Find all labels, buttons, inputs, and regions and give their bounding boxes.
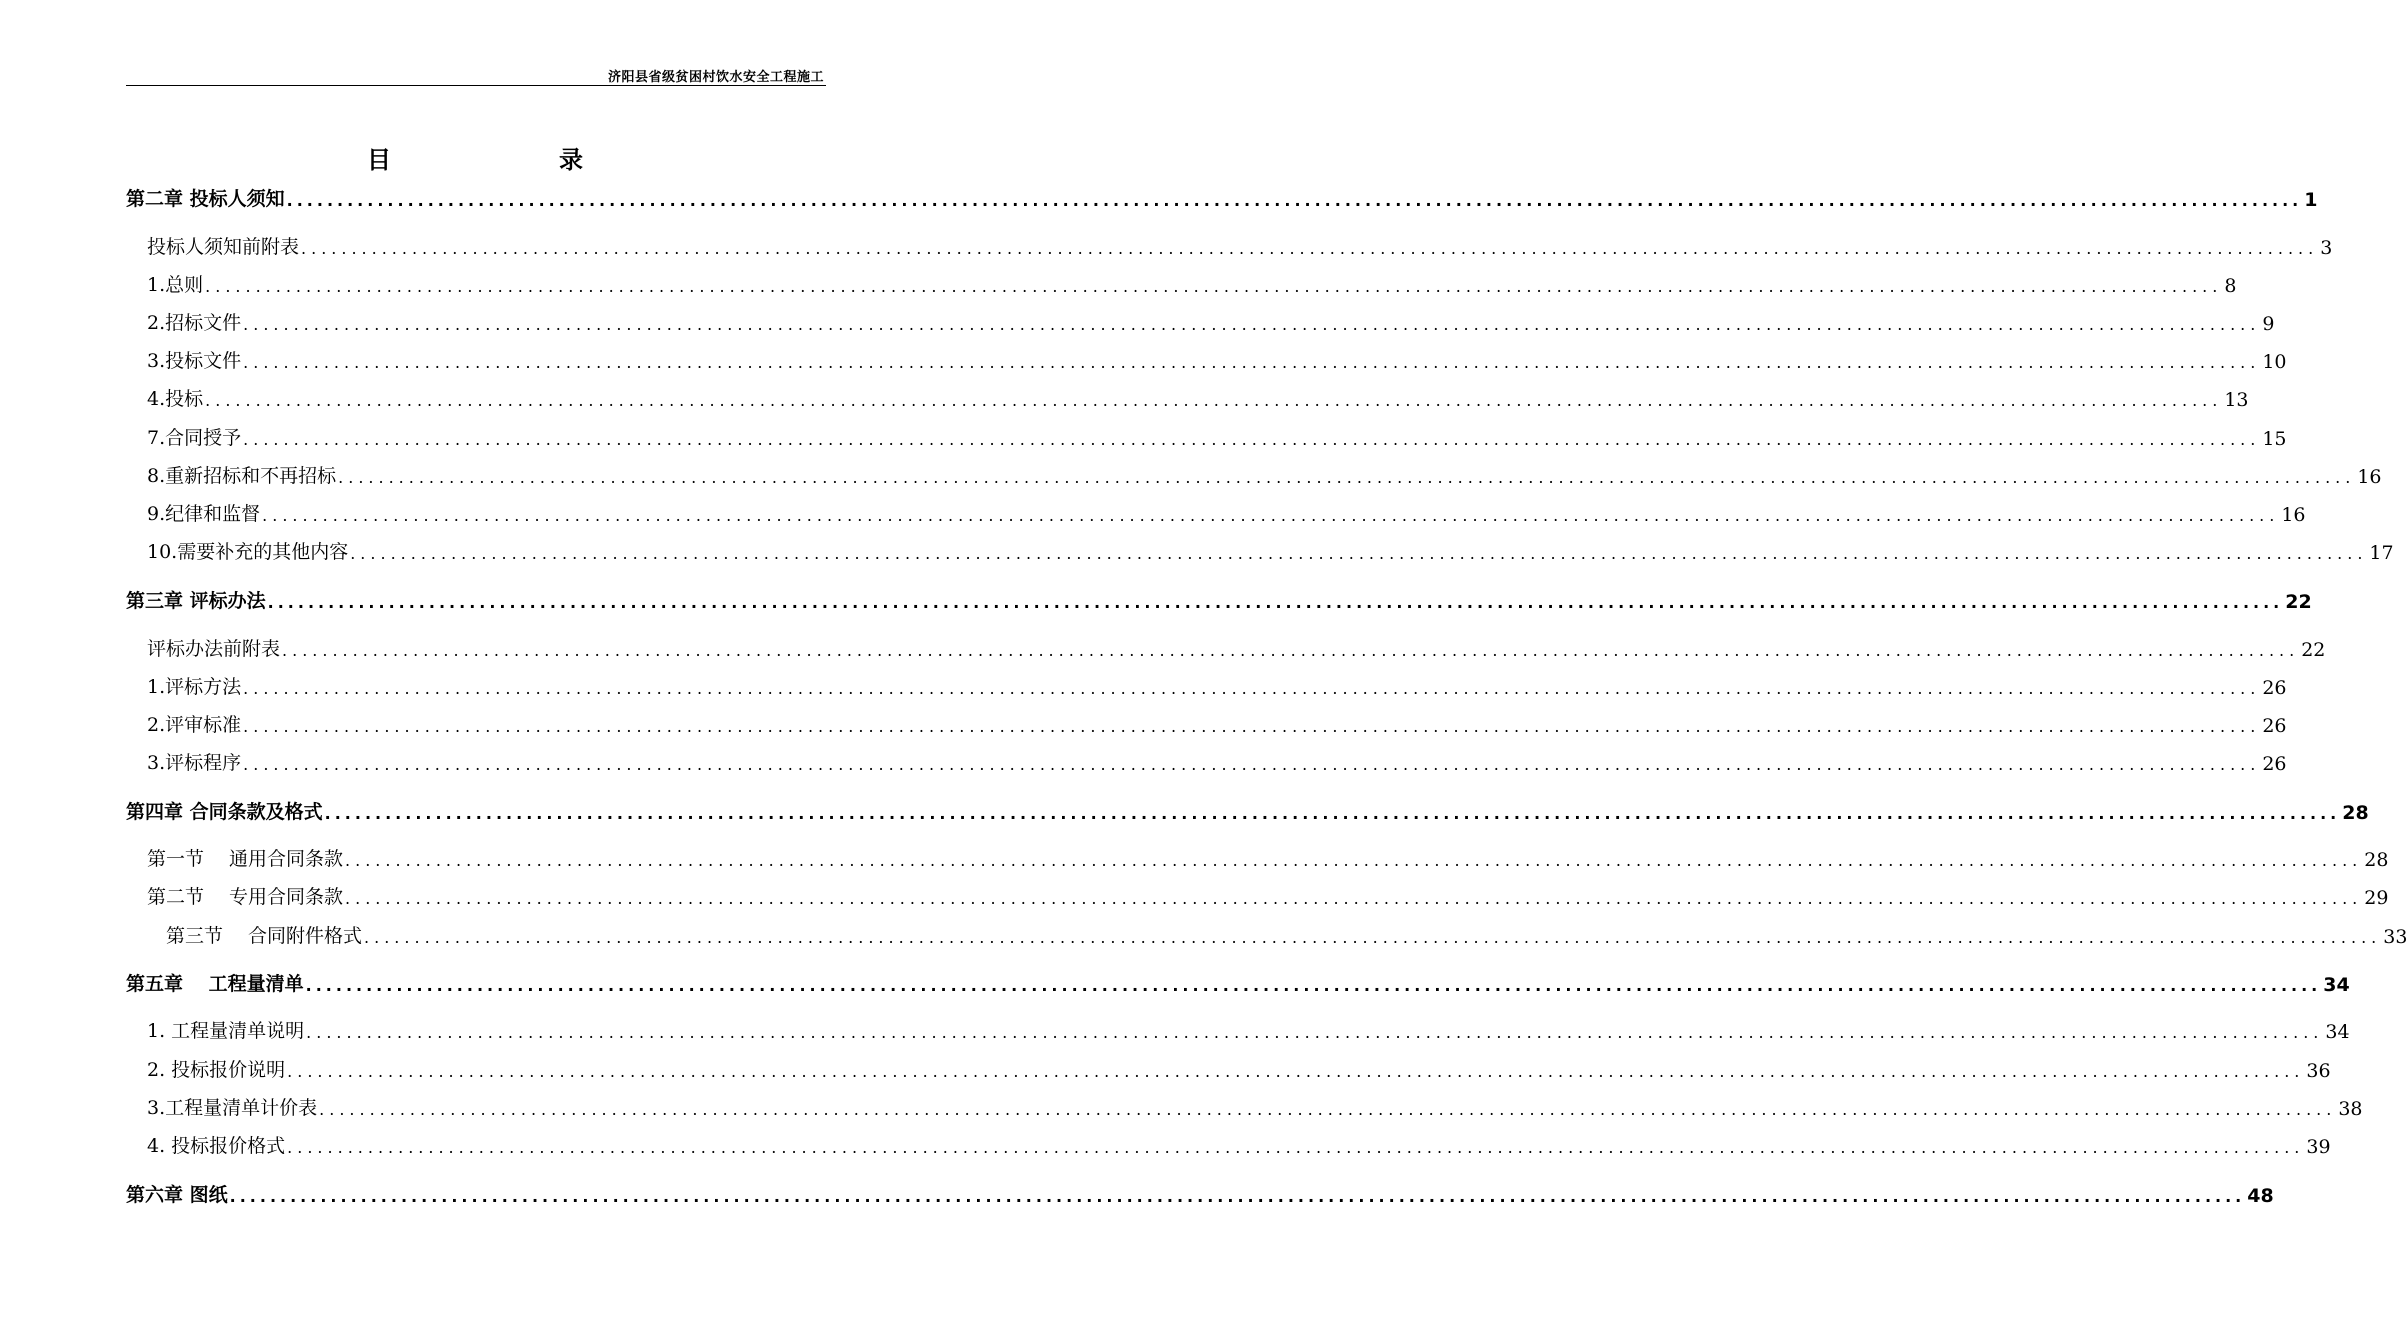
dot-leader: ........................................................................................................................................................................................................ xyxy=(243,315,2261,334)
toc-page-number: 1 xyxy=(2304,189,2318,211)
toc-section-entry[interactable] xyxy=(147,420,2287,450)
dot-leader: ........................................................................................................................................................................................................ xyxy=(301,239,2319,258)
dot-leader: ........................................................................................................................................................................................................ xyxy=(205,277,2223,296)
toc-chapter-entry[interactable] xyxy=(126,181,2318,211)
dot-leader: ........................................................................................................................................................................................................ xyxy=(243,679,2261,698)
toc-entry-label: 第二章 投标人须知 xyxy=(126,188,285,210)
toc-page-number: 15 xyxy=(2262,428,2287,450)
dot-leader: ........................................................................................................................................................................................................ xyxy=(243,430,2261,449)
dot-leader: ........................................................................................................................................................................................................ xyxy=(324,804,2341,823)
dot-leader: ........................................................................................................................................................................................................ xyxy=(338,468,2356,487)
toc-page-number: 17 xyxy=(2369,542,2394,564)
dot-leader: ........................................................................................................................................................................................................ xyxy=(345,851,2363,870)
toc-entry-label: 2. 投标报价说明 xyxy=(147,1059,286,1081)
toc-entry-label: 4. 投标报价格式 xyxy=(147,1135,286,1157)
toc-section-entry[interactable] xyxy=(166,918,2407,948)
toc-page-number: 3 xyxy=(2320,237,2333,259)
toc-entry-label: 1.总则 xyxy=(147,274,204,296)
toc-page-number: 16 xyxy=(2357,466,2382,488)
toc-page-number: 38 xyxy=(2338,1098,2363,1120)
toc-entry-label: 7.合同授予 xyxy=(147,427,242,449)
toc-page-number: 28 xyxy=(2364,849,2389,871)
toc-entry-label: 第六章 图纸 xyxy=(126,1184,228,1206)
toc-section-entry[interactable] xyxy=(147,669,2287,699)
toc-section-entry[interactable] xyxy=(147,707,2287,737)
dot-leader: ........................................................................................................................................................................................................ xyxy=(345,889,2363,908)
toc-section-entry[interactable] xyxy=(147,631,2326,661)
toc-page-number: 22 xyxy=(2301,639,2326,661)
toc-entry-label: 第三节 合同附件格式 xyxy=(166,925,363,947)
toc-entry-label: 评标办法前附表 xyxy=(147,638,281,660)
toc-page-number: 10 xyxy=(2262,351,2287,373)
toc-section-entry[interactable] xyxy=(147,534,2394,564)
toc-section-entry[interactable] xyxy=(147,1052,2331,1082)
toc-page-number: 28 xyxy=(2342,802,2369,824)
toc-chapter-entry[interactable] xyxy=(126,966,2350,996)
dot-leader: ........................................................................................................................................................................................................ xyxy=(243,755,2261,774)
toc-entry-label: 3.投标文件 xyxy=(147,350,242,372)
toc-page-number: 48 xyxy=(2247,1185,2274,1207)
toc-section-entry[interactable] xyxy=(147,1128,2331,1158)
toc-entry-label: 1.评标方法 xyxy=(147,676,242,698)
toc-page-number: 13 xyxy=(2224,389,2249,411)
dot-leader: ........................................................................................................................................................................................................ xyxy=(287,1062,2305,1081)
toc-entry-label: 第五章 工程量清单 xyxy=(126,973,304,995)
toc-page-number: 33 xyxy=(2383,926,2407,948)
toc-entry-label: 10.需要补充的其他内容 xyxy=(147,541,349,563)
toc-entry-label: 2.招标文件 xyxy=(147,312,242,334)
dot-leader: ........................................................................................................................................................................................................ xyxy=(350,544,2368,563)
toc-section-entry[interactable] xyxy=(147,458,2382,488)
dot-leader: ........................................................................................................................................................................................................ xyxy=(243,353,2261,372)
toc-section-entry[interactable] xyxy=(147,267,2237,297)
running-header: 济阳县省级贫困村饮水安全工程施工 xyxy=(607,70,824,85)
toc-section-entry[interactable] xyxy=(147,343,2287,373)
toc-entry-label: 第二节 专用合同条款 xyxy=(147,886,344,908)
toc-entry-label: 9.纪律和监督 xyxy=(147,503,261,525)
toc-page-number: 26 xyxy=(2262,677,2287,699)
toc-page-number: 22 xyxy=(2285,591,2312,613)
toc-page-number: 8 xyxy=(2224,275,2237,297)
toc-page-number: 16 xyxy=(2281,504,2306,526)
toc-section-entry[interactable] xyxy=(147,879,2389,909)
toc-entry-label: 3.评标程序 xyxy=(147,752,242,774)
toc-section-entry[interactable] xyxy=(147,841,2389,871)
toc-section-entry[interactable] xyxy=(147,305,2275,335)
dot-leader: ........................................................................................................................................................................................................ xyxy=(229,1187,2246,1206)
toc-page-number: 36 xyxy=(2306,1060,2331,1082)
toc-entry-label: 投标人须知前附表 xyxy=(147,236,300,258)
toc-chapter-entry[interactable] xyxy=(126,794,2369,824)
toc-entry-label: 第三章 评标办法 xyxy=(126,590,266,612)
dot-leader: ........................................................................................................................................................................................................ xyxy=(306,1023,2324,1042)
toc-section-entry[interactable] xyxy=(147,745,2287,775)
toc-page-number: 26 xyxy=(2262,715,2287,737)
toc-page-number: 34 xyxy=(2323,974,2350,996)
dot-leader: ........................................................................................................................................................................................................ xyxy=(287,1138,2305,1157)
dot-leader: ........................................................................................................................................................................................................ xyxy=(205,391,2223,410)
toc-entry-label: 第四章 合同条款及格式 xyxy=(126,801,323,823)
dot-leader: ........................................................................................................................................................................................................ xyxy=(282,641,2300,660)
toc-chapter-entry[interactable] xyxy=(126,583,2312,613)
toc-entry-label: 3.工程量清单计价表 xyxy=(147,1097,318,1119)
toc-page-number: 9 xyxy=(2262,313,2275,335)
dot-leader: ........................................................................................................................................................................................................ xyxy=(364,928,2382,947)
dot-leader: ........................................................................................................................................................................................................ xyxy=(286,191,2303,210)
toc-page-number: 26 xyxy=(2262,753,2287,775)
dot-leader: ........................................................................................................................................................................................................ xyxy=(305,976,2322,995)
dot-leader: ........................................................................................................................................................................................................ xyxy=(243,717,2261,736)
toc-page-number: 29 xyxy=(2364,887,2389,909)
toc-section-entry[interactable] xyxy=(147,229,2333,259)
toc-entry-label: 4.投标 xyxy=(147,388,204,410)
dot-leader: ........................................................................................................................................................................................................ xyxy=(267,593,2284,612)
toc-entry-label: 1. 工程量清单说明 xyxy=(147,1020,305,1042)
toc-entry-label: 8.重新招标和不再招标 xyxy=(147,465,337,487)
toc-section-entry[interactable] xyxy=(147,381,2249,411)
toc-page-number: 34 xyxy=(2325,1021,2350,1043)
toc-section-entry[interactable] xyxy=(147,496,2306,526)
toc-entry-label: 2.评审标准 xyxy=(147,714,242,736)
toc-entry-label: 第一节 通用合同条款 xyxy=(147,848,344,870)
dot-leader: ........................................................................................................................................................................................................ xyxy=(319,1100,2337,1119)
toc-section-entry[interactable] xyxy=(147,1090,2363,1120)
dot-leader: ........................................................................................................................................................................................................ xyxy=(262,506,2280,525)
toc-title: 目 录 xyxy=(367,146,623,174)
toc-page-number: 39 xyxy=(2306,1136,2331,1158)
toc-section-entry[interactable] xyxy=(147,1013,2350,1043)
toc-chapter-entry[interactable] xyxy=(126,1177,2274,1207)
